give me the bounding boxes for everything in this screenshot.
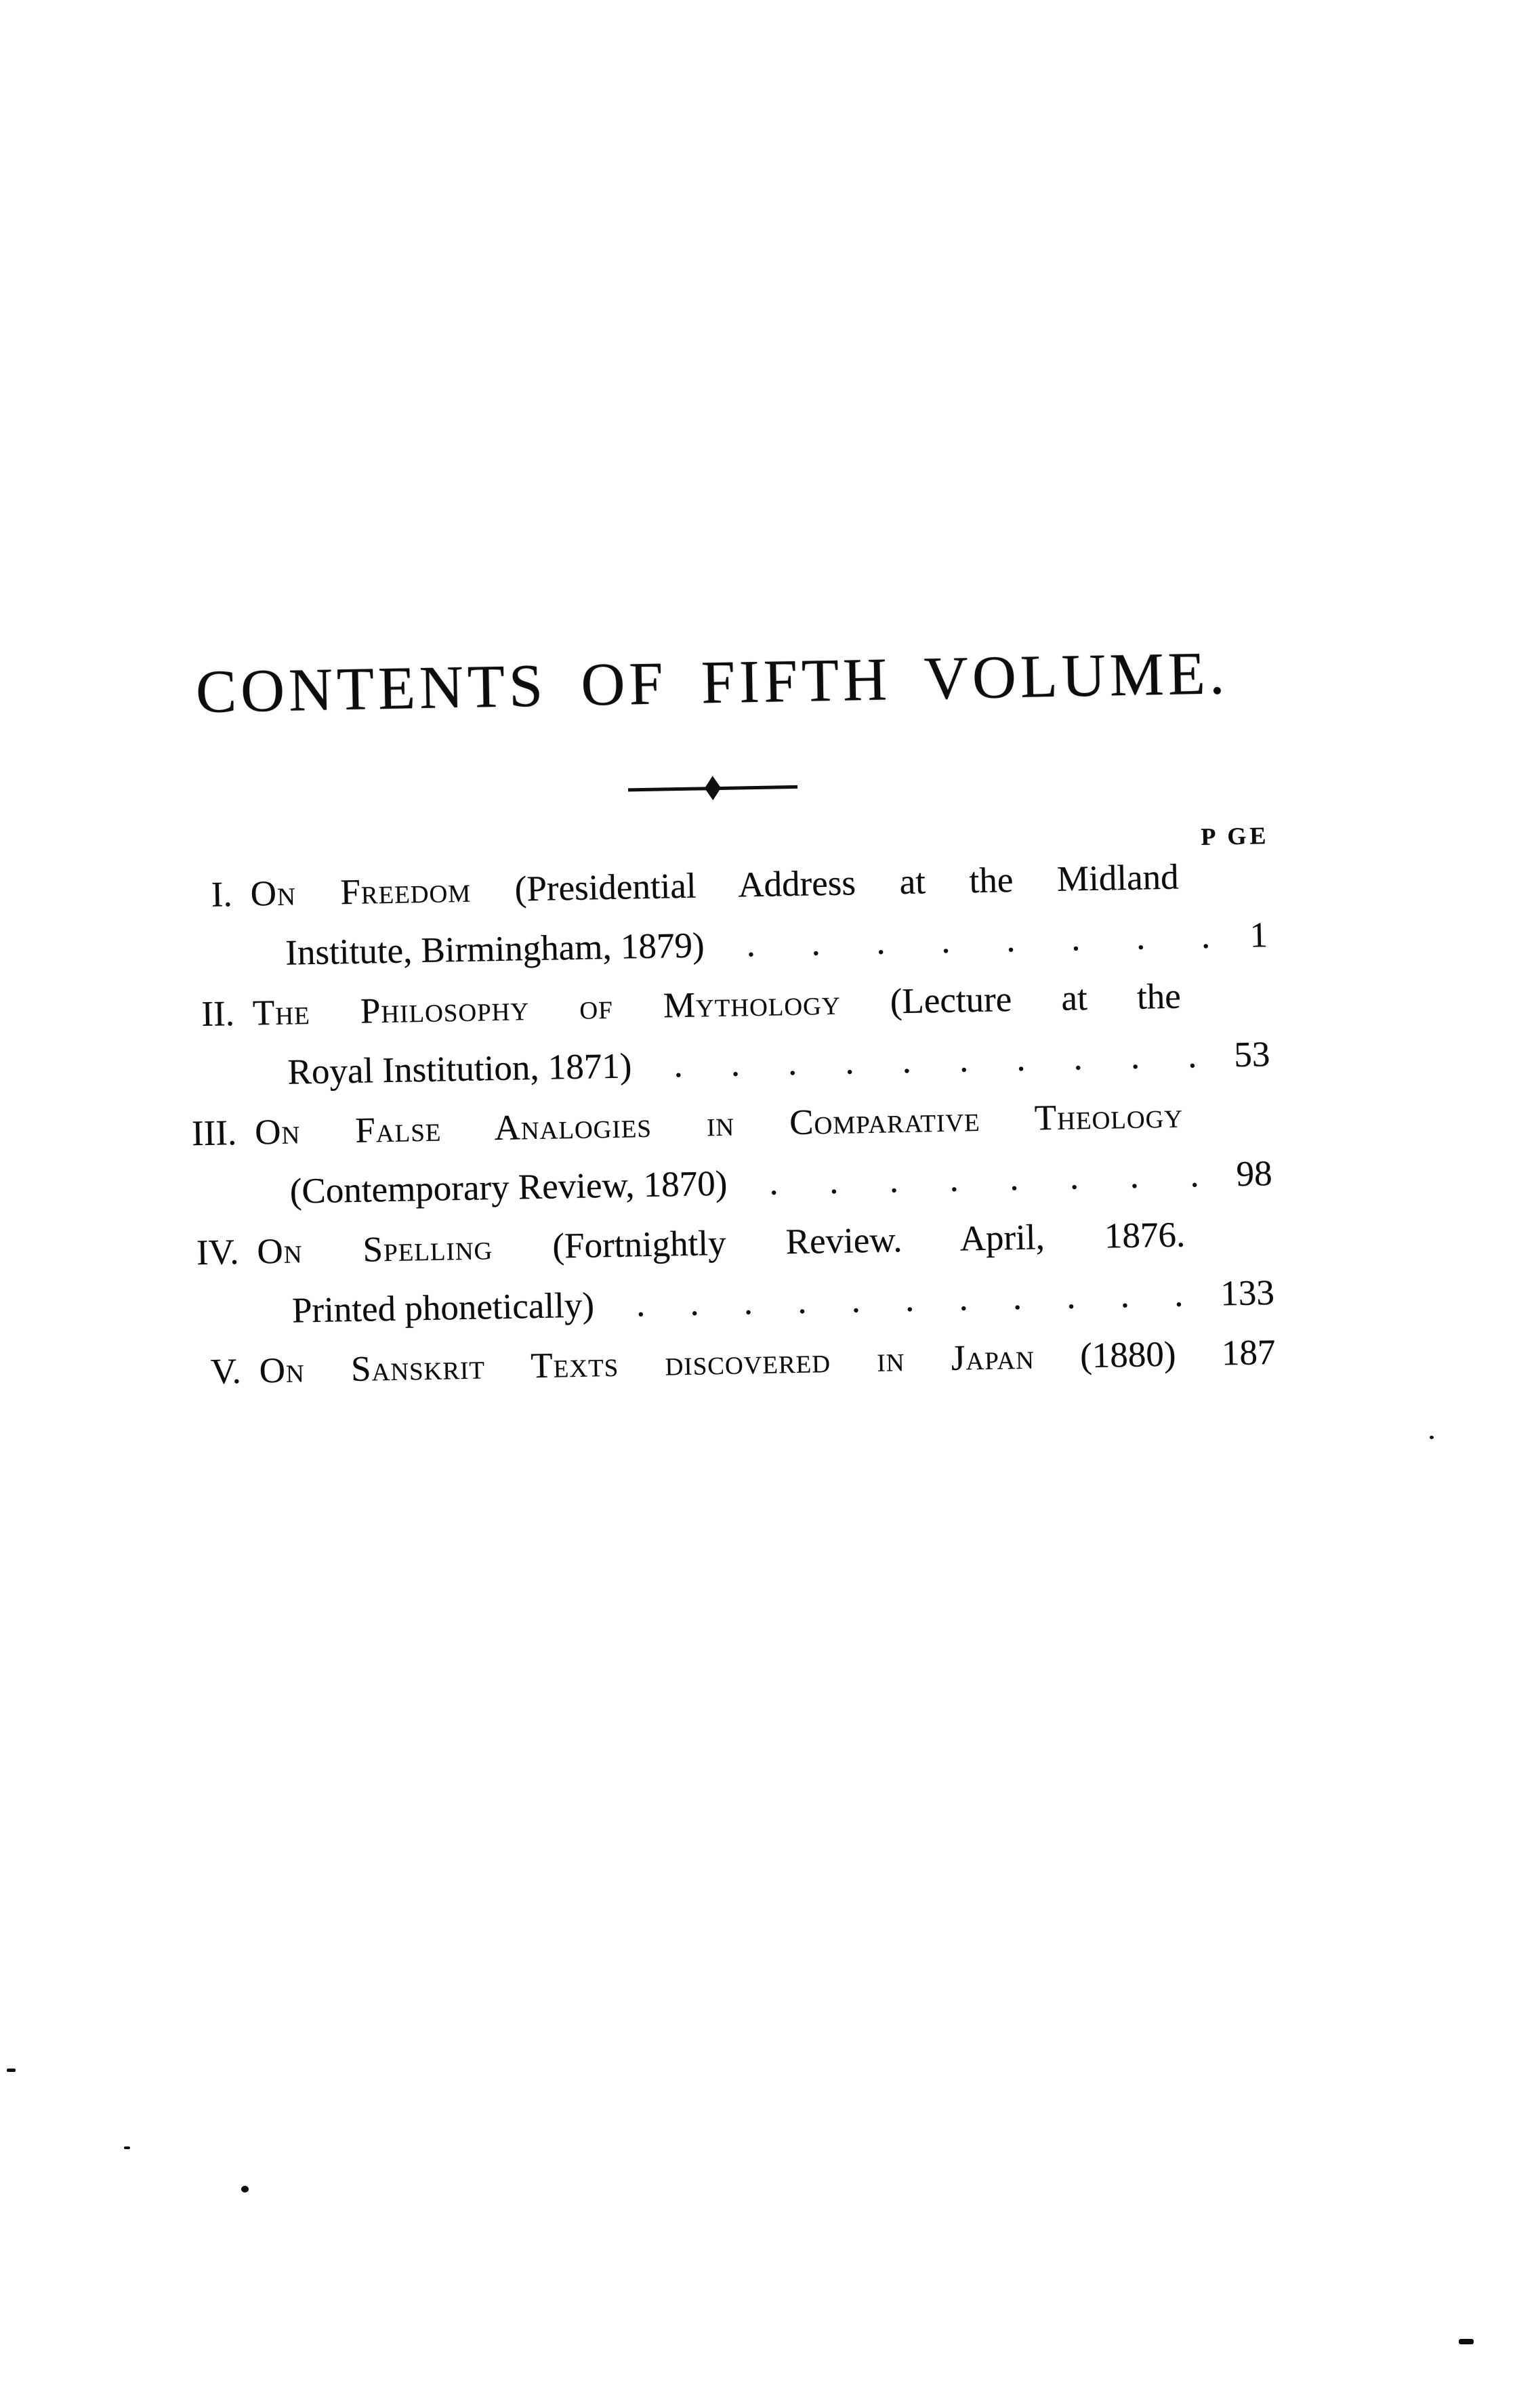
section-divider bbox=[628, 774, 798, 802]
leader-dots: . . . . . . . . bbox=[745, 916, 1211, 965]
divider-line bbox=[628, 787, 706, 791]
entry-title-rest: (1880) bbox=[1079, 1334, 1177, 1376]
leader-dots: . . . . . . . . bbox=[768, 1155, 1200, 1203]
leader-dots: . . . . . . . . . . . bbox=[636, 1274, 1184, 1325]
entry-numeral: I. bbox=[211, 875, 233, 915]
entry-title-rest: (Lecture at the bbox=[890, 976, 1182, 1022]
entry-numeral: V. bbox=[210, 1352, 242, 1392]
entry-title-smallcaps: On False Analogies in Comparative Theology bbox=[254, 1096, 1184, 1153]
leader-dots: . . . . . . . . . . bbox=[673, 1036, 1197, 1085]
page-number: 133 bbox=[1220, 1273, 1275, 1314]
page-column-label: P GE bbox=[1201, 822, 1270, 850]
entry-title-smallcaps: On Sanskrit Texts discovered in Japan bbox=[259, 1337, 1035, 1391]
entry-title-smallcaps: The Philosophy of Mythology bbox=[252, 982, 842, 1033]
entry-continuation: Royal Institution, 1871) bbox=[287, 1046, 632, 1092]
entry-numeral: III. bbox=[191, 1113, 237, 1154]
entry-continuation: Institute, Birmingham, 1879) bbox=[285, 926, 705, 973]
entry-title-smallcaps: On Freedom bbox=[250, 870, 472, 914]
page-number: 98 bbox=[1236, 1154, 1273, 1195]
scan-speck bbox=[124, 2146, 130, 2149]
scan-speck bbox=[1430, 1436, 1434, 1439]
scan-speck bbox=[241, 2186, 249, 2193]
page-number: 1 bbox=[1249, 915, 1268, 955]
entry-title-smallcaps: On Spelling bbox=[256, 1228, 493, 1272]
page-title: CONTENTS OF FIFTH VOLUME. bbox=[195, 640, 1230, 726]
entry-numeral: IV. bbox=[196, 1232, 239, 1273]
divider-line bbox=[720, 785, 797, 789]
toc-entries bbox=[0, 842, 1515, 1406]
page-number: 187 bbox=[1221, 1333, 1276, 1373]
entry-title-rest: (Presidential Address at the Midland bbox=[514, 857, 1180, 909]
scan-speck bbox=[1459, 2339, 1474, 2344]
page-number: 53 bbox=[1233, 1035, 1270, 1075]
entry-title-rest: (Fortnightly Review. April, 1876. bbox=[552, 1215, 1186, 1266]
divider-diamond-icon bbox=[705, 776, 722, 800]
scan-speck bbox=[7, 2069, 16, 2072]
entry-continuation: (Contemporary Review, 1870) bbox=[289, 1163, 728, 1211]
entry-numeral: II. bbox=[201, 994, 235, 1035]
entry-continuation: Printed phonetically) bbox=[291, 1285, 595, 1331]
